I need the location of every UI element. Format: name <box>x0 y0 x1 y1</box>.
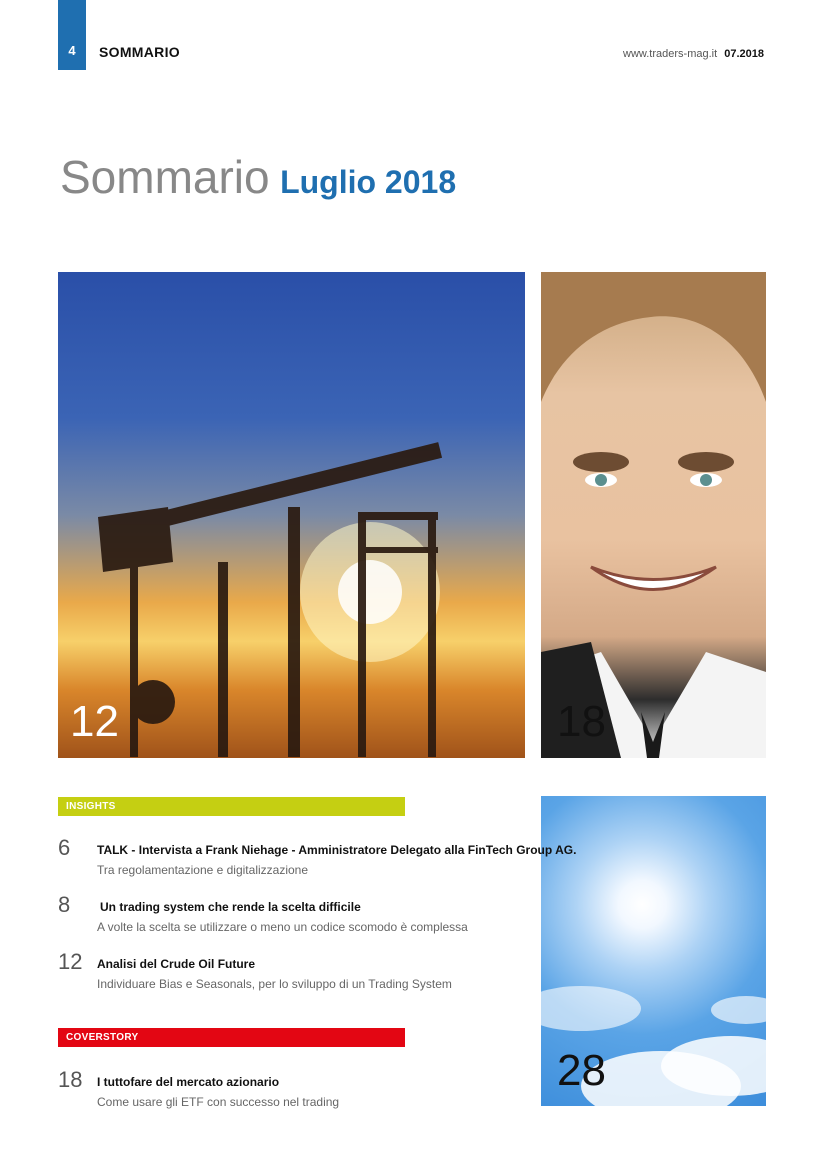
title-main: Sommario <box>60 151 270 203</box>
photo-page-number: 28 <box>557 1046 606 1095</box>
entry-page: 12 <box>58 949 83 974</box>
photo-page-number: 18 <box>557 697 606 746</box>
entry-subtitle: A volte la scelta se utilizzare o meno un codice scomodo è complessa <box>97 920 468 934</box>
page-number-tab <box>58 0 86 70</box>
page-number: 4 <box>68 43 76 58</box>
cloud <box>711 996 766 1024</box>
entry-page: 8 <box>58 892 71 917</box>
section-heading: SOMMARIO <box>99 44 180 60</box>
header-meta <box>623 48 764 60</box>
portrait-photo[interactable] <box>541 272 766 758</box>
entry-headline: Un trading system che rende la scelta difficile <box>100 900 361 914</box>
entry-page: 18 <box>58 1067 83 1092</box>
title-issue: Luglio 2018 <box>280 164 457 200</box>
entry-page: 6 <box>58 835 71 860</box>
entry-subtitle: Come usare gli ETF con successo nel trading <box>97 1095 340 1109</box>
page-title <box>60 150 456 204</box>
website-link[interactable]: www.traders-mag.it <box>623 48 718 60</box>
section-bar-coverstory: COVERSTORY <box>58 1028 405 1047</box>
entry-headline: I tuttofare del mercato azionario <box>97 1075 280 1089</box>
photo-page-number: 12 <box>70 697 119 746</box>
entry-headline: Analisi del Crude Oil Future <box>97 957 256 971</box>
oil-pump-photo[interactable] <box>58 272 525 758</box>
section-bar-insights: INSIGHTS <box>58 797 405 816</box>
entry-subtitle: Individuare Bias e Seasonals, per lo sviluppo di un Trading System <box>97 977 452 991</box>
cloud <box>541 986 641 1031</box>
entry-subtitle: Tra regolamentazione e digitalizzazione <box>97 863 309 877</box>
entry-headline: TALK - Intervista a Frank Niehage - Amministratore Delegato alla FinTech Group AG. <box>97 843 577 857</box>
issue-date: 07.2018 <box>724 48 764 60</box>
portrait-illustration <box>541 272 766 758</box>
oil-pump-illustration <box>58 272 525 758</box>
